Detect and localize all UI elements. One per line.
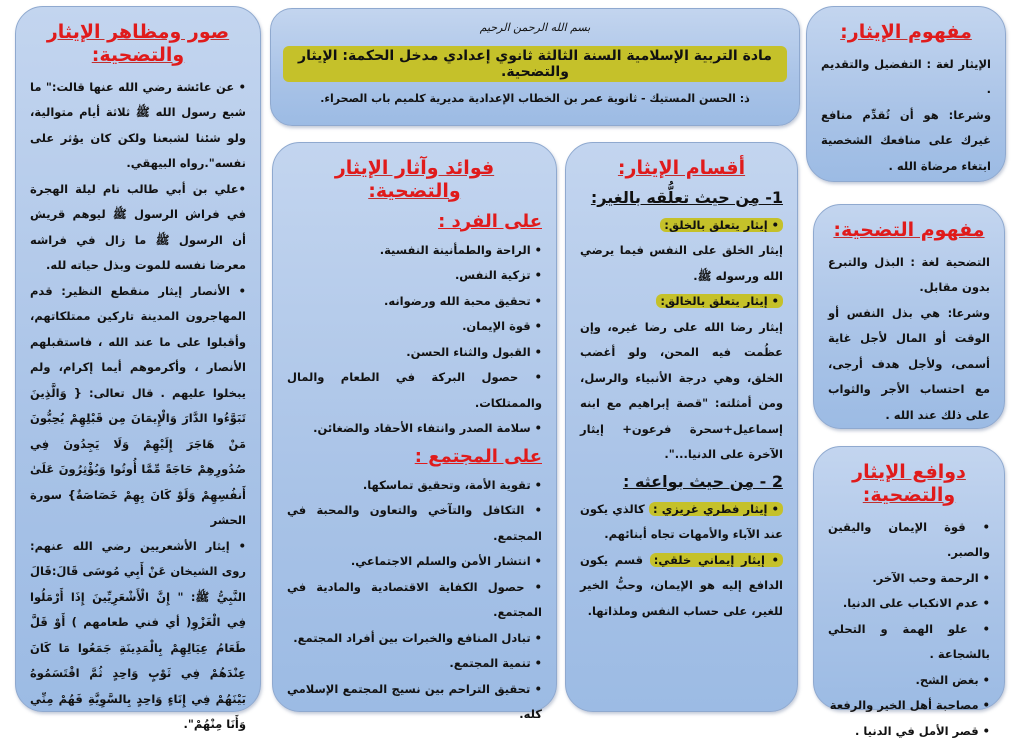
examples-title: صور ومظاهر الإيثار والتضحية: (46, 21, 230, 66)
type-faith-text: قسم يكون الدافع إليه هو الإيمان، وحبُّ الخير للغير، على حساب النفس وملذاتها. (580, 552, 783, 618)
type-creation-text: إيثار الخلق على النفس فيما يرضي الله ورسوله ﷺ. (580, 243, 783, 283)
list-item: • حصول البركة في الطعام والمال والممتلكات. (287, 365, 542, 416)
list-item: • تقوية الأمة، وتحقيق تماسكها. (287, 473, 542, 499)
example-aisha: • عن عائشة رضي الله عنها قالت:" ما شبع رسول الله ﷺ ثلاثة أيام متوالية، ولو شئنا لشبعنا ولكن كان يؤثر على نفسه".رواه البيهقي. (30, 79, 246, 171)
list-item: • تنمية المجتمع. (287, 651, 542, 677)
motives-card (813, 446, 1005, 738)
list-item: • تحقيق التراحم بين نسيج المجتمع الإسلامي كله. (287, 677, 542, 728)
benefits-title: فوائد وآثار الإيثار والتضحية: (334, 157, 495, 202)
types-card (565, 142, 798, 712)
motives-title: دوافع الإيثار والتضحية: (852, 461, 966, 506)
type-faith-label: • إيثار إيماني خلقي: (650, 553, 783, 567)
concept-sacrifice-title: مفهوم التضحية: (833, 219, 985, 241)
concept-sacrifice-linguistic: التضحية لغة : البذل والتبرع بدون مقابل. (828, 254, 990, 295)
list-item: • القبول والثناء الحسن. (287, 340, 542, 366)
list-item: • الراحة والطمأنينة النفسية. (287, 238, 542, 264)
list-item: • انتشار الأمن والسلم الاجتماعي. (287, 549, 542, 575)
example-ansar: • الأنصار إيثار منقطع النظير: قدم المهاجرون المدينة تاركين ممتلكاتهم، وأقبلوا على ما عند الله ، فاستقبلهم الأنصار ، وأكرموهم أيما إكرام، ولم يبخلوا عليهم . قال تعالى: { وَالَّذِينَ تَبَوَّءُوا الدَّارَ وَالْإِيمَانَ مِن قَبْلِهِمْ يُحِبُّونَ مَنْ هَاجَرَ إِلَيْهِمْ وَلَا يَجِدُونَ فِي صُدُورِهِمْ حَاجَةً مِّمَّا أُوتُوا وَيُؤْثِرُونَ عَلَىٰ أَنفُسِهِمْ وَلَوْ كَانَ بِهِمْ خَصَاصَةٌ} سورة الحشر (30, 283, 246, 528)
subject-title: مادة التربية الإسلامية السنة الثالثة ثانوي إعدادي مدخل الحكمة: الإيثار والتضحية. (283, 46, 787, 82)
list-item: • تحقيق محبة الله ورضوانه. (287, 289, 542, 315)
type-instinct-text: كالذي يكون عند الآباء والأمهات تجاه أبنائهم. (580, 501, 783, 542)
list-item: • قصر الأمل في الدنيا . (828, 719, 990, 744)
list-item: • عدم الانكباب على الدنيا. (828, 591, 990, 617)
list-item: • سلامة الصدر وانتفاء الأحقاد والضغائن. (287, 416, 542, 442)
list-item: • تزكية النفس. (287, 263, 542, 289)
types-section2-heading: 2 - مِن حيث بواعثه : (622, 471, 783, 491)
concept-ithar-title: مفهوم الإيثار: (840, 21, 972, 43)
example-ashariyyin: • إيثار الأشعريين رضي الله عنهم: روى الشيخان عَنْ أَبِي مُوسَى قَالَ:قَالَ النَّبِيُّ ﷺ: " إِنَّ الْأَشْعَرِيِّينَ إِذَا أَرْمَلُوا فِي الْغَزْوِ( أي فني طعامهم ) أَوْ قَلَّ طَعَامُ عِيَالِهِمْ بِالْمَدِينَةِ جَمَعُوا مَا كَانَ عِنْدَهُمْ فِي ثَوْبٍ وَاحِدٍ ثُمَّ اقْتَسَمُوهُ بَيْنَهُمْ فِي إِنَاءٍ وَاحِدٍ بِالسَّوِيَّةِ فَهُمْ مِنِّي وَأَنَا مِنْهُمْ". (30, 538, 246, 732)
list-item: • حصول الكفاية الاقتصادية والمادية في المجتمع. (287, 575, 542, 626)
type-creator-text: إيثار رضا الله على رضا غيره، وإن عظُمت فيه المحن، ولو أغضب الخلق، وهي درجة الأنبياء والرسل، ومن أمثلته: "قصة إبراهيم مع ابنه إسماعيل+سحرة فرعون+ إيثار الآخرة على الدنيا...". (580, 319, 783, 462)
motives-list (828, 515, 990, 744)
type-creator-label: • إيثار يتعلق بالخالق: (656, 294, 783, 308)
list-item: • علو الهمة و التحلي بالشجاعة . (828, 617, 990, 668)
benefits-individual-list (287, 238, 542, 442)
list-item: • قوة الإيمان واليقين والصبر. (828, 515, 990, 566)
list-item: • تبادل المنافع والخبرات بين أفراد المجتمع. (287, 626, 542, 652)
basmala: بسم الله الرحمن الرحيم (479, 21, 591, 34)
list-item: • مصاحبة أهل الخير والرفعة (828, 693, 990, 719)
header-card (270, 8, 800, 126)
benefits-society-list (287, 473, 542, 728)
types-section1-heading: 1- مِن حيث تعلُّقه بالغير: (590, 187, 783, 207)
list-item: • الرحمة وحب الآخر. (828, 566, 990, 592)
concept-ithar-linguistic: الإيثار لغة : التفضيل والتقديم . (821, 56, 991, 97)
concept-sacrifice-legal: وشرعا: هي بذل النفس أو الوقت أو المال لأجل غاية أسمى، ولأجل هدف أرجى، مع احتساب الأجر والثواب على ذلك عند الله . (828, 305, 990, 422)
concept-sacrifice-card (813, 204, 1005, 429)
list-item: • قوة الإيمان. (287, 314, 542, 340)
benefits-individual-heading: على الفرد : (438, 210, 542, 232)
list-item: • بغض الشح. (828, 668, 990, 694)
concept-ithar-legal: وشرعا: هو أن تُقدِّم منافع غيرك على منافعك الشخصية ابتغاء مرضاة الله . (821, 107, 991, 173)
list-item: • التكافل والتآخي والتعاون والمحبة في المجتمع. (287, 498, 542, 549)
benefits-society-heading: على المجتمع : (414, 445, 542, 467)
examples-card (15, 6, 261, 732)
concept-ithar-card (806, 6, 1006, 182)
type-creation-label: • إيثار يتعلق بالخلق: (660, 218, 783, 232)
benefits-card (272, 142, 557, 722)
type-instinct-label: • إيثار فطري غريزي : (649, 502, 783, 516)
author-line: ذ: الحسن المستيك - ثانوية عمر بن الخطاب الإعدادية مديرية كلميم باب الصحراء. (320, 92, 750, 105)
example-ali: •علي بن أبي طالب نام ليلة الهجرة في فراش الرسول ﷺ ليوهم قريش أن الرسول ﷺ ما زال في فراشه معرضا نفسه للموت وبذل حياته لله. (30, 181, 246, 273)
types-title: أقسام الإيثار: (617, 157, 746, 179)
